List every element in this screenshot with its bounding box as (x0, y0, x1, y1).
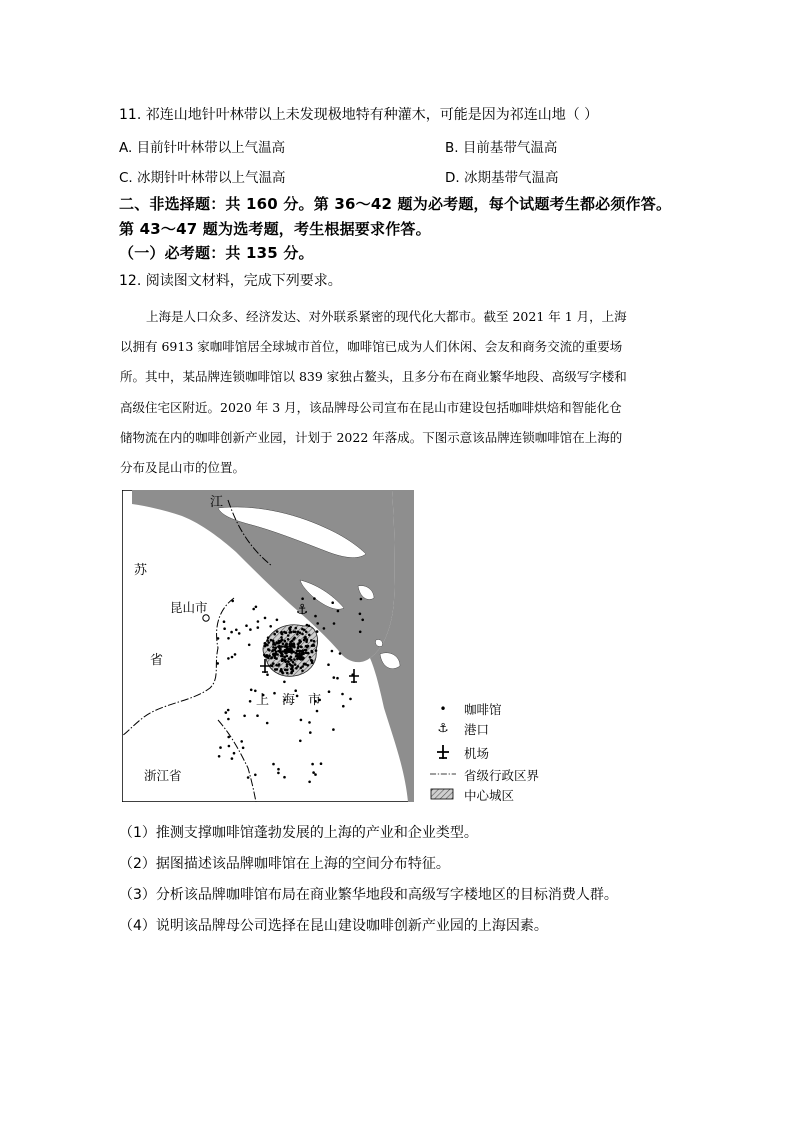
cafe-dot (308, 781, 311, 784)
cafe-dot (307, 664, 310, 667)
cafe-dot (284, 640, 287, 643)
cafe-dot (272, 662, 275, 665)
cafe-dot (289, 649, 292, 652)
q11-option-a: A. 目前针叶林带以上气温高 (119, 140, 286, 156)
cafe-dot (284, 645, 287, 648)
cafe-dot (290, 672, 293, 675)
cafe-dot (315, 649, 318, 652)
cafe-dot (266, 654, 269, 657)
cafe-dot (279, 670, 282, 673)
passage-line: 以拥有 6913 家咖啡馆居全球城市首位，咖啡馆已成为人们休闲、会友和商务交流的重要场 (120, 339, 623, 355)
cafe-dot (247, 776, 250, 779)
cafe-dot (263, 654, 266, 657)
dot-icon: • (439, 702, 447, 716)
cafe-dot (276, 619, 279, 622)
cafe-dot (231, 600, 234, 603)
cafe-dot (300, 719, 303, 722)
cafe-dot (231, 757, 234, 760)
cafe-dot (294, 689, 297, 692)
cafe-dot (288, 663, 291, 666)
cafe-dot (272, 646, 275, 649)
cafe-dot (272, 763, 275, 766)
cafe-dot (313, 644, 316, 647)
cafe-dot (295, 655, 298, 658)
cafe-dot (219, 746, 222, 749)
cafe-dot (223, 620, 226, 623)
cafe-dot (295, 627, 298, 630)
q12-sub-4: （4）说明该品牌母公司选择在昆山建设咖啡创新产业园的上海因素。 (119, 918, 548, 934)
cafe-dot (291, 645, 294, 648)
cafe-dot (248, 644, 251, 647)
cafe-dot (281, 672, 284, 675)
cafe-dot (254, 774, 257, 777)
cafe-dot (256, 714, 259, 717)
cafe-dot (303, 663, 306, 666)
port-icon: ⚓ (295, 602, 309, 618)
cafe-dot (216, 662, 219, 665)
cafe-dot (228, 745, 231, 748)
cafe-dot (283, 631, 286, 634)
cafe-dot (296, 633, 299, 636)
cafe-dot (266, 722, 269, 725)
map-label-su: 苏 (134, 563, 148, 578)
cafe-dot (331, 601, 334, 604)
q11-option-b: B. 目前基带气温高 (445, 140, 558, 156)
cafe-dot (280, 632, 283, 635)
cafe-dot (289, 641, 292, 644)
cafe-dot (250, 689, 253, 692)
cafe-dot (283, 656, 286, 659)
cafe-dot (272, 641, 275, 644)
boundary-line-icon (430, 766, 456, 782)
cafe-dot (333, 676, 336, 679)
cafe-dot (303, 637, 306, 640)
cafe-dot (286, 672, 289, 675)
cafe-dot (359, 631, 362, 634)
cafe-dot (240, 740, 243, 743)
cafe-dot (264, 642, 267, 645)
cafe-dot (287, 638, 290, 641)
cafe-dot (264, 645, 267, 648)
cafe-dot (267, 648, 270, 651)
cafe-dot (308, 634, 311, 637)
map-label-shanghai: 上 海 市 (256, 693, 322, 708)
cafe-dot (277, 768, 280, 771)
cafe-dot (255, 606, 258, 609)
cafe-dot (270, 657, 273, 660)
cafe-dot (217, 637, 220, 640)
cafe-dot (272, 649, 275, 652)
cafe-dot (231, 656, 234, 659)
cafe-dot (309, 731, 312, 734)
cafe-dot (252, 608, 255, 611)
q12-sub-3: （3）分析该品牌咖啡馆布局在商业繁华地段和高级写字楼地区的目标消费人群。 (119, 887, 618, 903)
cafe-dot (301, 670, 304, 673)
cafe-dot (314, 615, 317, 618)
cafe-dot (310, 659, 313, 662)
cafe-dot (271, 665, 274, 668)
kunshan-marker (203, 615, 209, 621)
cafe-dot (297, 645, 300, 648)
cafe-dot (323, 627, 326, 630)
cafe-dot (331, 650, 334, 653)
cafe-dot (288, 627, 291, 630)
cafe-dot (302, 657, 305, 660)
cafe-dot (286, 665, 289, 668)
cafe-dot (270, 639, 273, 642)
cafe-dot (301, 652, 304, 655)
cafe-dot (276, 630, 279, 633)
cafe-dot (320, 762, 323, 765)
cafe-dot (289, 645, 292, 648)
q12-passage (120, 302, 675, 483)
cafe-dot (277, 772, 280, 775)
cafe-dot (301, 628, 304, 631)
cafe-dot (359, 613, 362, 616)
cafe-dot (295, 652, 298, 655)
cafe-dot (300, 645, 303, 648)
cafe-dot (306, 624, 309, 627)
cafe-dot (292, 638, 295, 641)
cafe-dot (281, 655, 284, 658)
cafe-dot (361, 619, 364, 622)
cafe-dot (257, 626, 260, 629)
cafe-dot (293, 658, 296, 661)
cafe-dot (233, 752, 236, 755)
cafe-dot (285, 643, 288, 646)
cafe-dot (285, 652, 288, 655)
cafe-dot (266, 673, 269, 676)
cafe-dot (281, 645, 284, 648)
cafe-dot (301, 633, 304, 636)
cafe-dot (311, 763, 314, 766)
cafe-dot (273, 633, 276, 636)
cafe-dot (279, 651, 282, 654)
cafe-dot (332, 728, 335, 731)
passage-line: 高级住宅区附近。2020 年 3 月，该品牌母公司宣布在昆山市建设包括咖啡烘焙和智能化仓 (120, 399, 622, 415)
cafe-dot (316, 710, 319, 713)
cafe-dot (305, 631, 308, 634)
cafe-dot (306, 638, 309, 641)
cafe-dot (257, 620, 260, 623)
cafe-dot (283, 776, 286, 779)
cafe-dot (225, 711, 228, 714)
cafe-dot (268, 655, 271, 658)
cafe-dot (287, 634, 290, 637)
cafe-dot (242, 747, 245, 750)
cafe-dot (286, 669, 289, 672)
cafe-dot (290, 668, 293, 671)
cafe-dot (316, 630, 319, 633)
map-label-sheng: 省 (150, 653, 164, 668)
cafe-dot (227, 637, 230, 640)
cafe-dot (264, 617, 267, 620)
cafe-dot (227, 736, 230, 739)
cafe-dot (243, 715, 246, 718)
cafe-dot (274, 668, 277, 671)
cafe-dot (298, 652, 301, 655)
cafe-dot (269, 625, 272, 628)
cafe-dot (300, 667, 303, 670)
cafe-dot (294, 663, 297, 666)
cafe-dot (230, 631, 233, 634)
cafe-dot (291, 665, 294, 668)
passage-line: 储物流在内的咖啡创新产业园，计划于 2022 年落成。下图示意该品牌连锁咖啡馆在上海的 (120, 429, 623, 445)
cafe-dot (313, 640, 316, 643)
cafe-dot (234, 653, 237, 656)
q12-sub-1: （1）推测支撑咖啡馆蓬勃发展的上海的产业和企业类型。 (119, 825, 478, 841)
cafe-dot (313, 597, 316, 600)
cafe-dot (267, 636, 270, 639)
cafe-dot (293, 631, 296, 634)
cafe-dot (284, 649, 287, 652)
cafe-dot (249, 628, 252, 631)
cafe-dot (227, 709, 230, 712)
cafe-dot (339, 652, 342, 655)
cafe-dot (288, 631, 291, 634)
cafe-dot (235, 629, 238, 632)
cafe-dot (227, 657, 230, 660)
cafe-dot (328, 690, 331, 693)
section2-heading-line2: 第 43～47 题为选考题，考生根据要求作答。 (119, 220, 431, 238)
cafe-dot (349, 698, 352, 701)
cafe-dot (306, 652, 309, 655)
cafe-dot (311, 651, 314, 654)
cafe-dot (301, 597, 304, 600)
cafe-dot (290, 656, 293, 659)
cafe-dot (280, 636, 283, 639)
section2-subheading: （一）必考题：共 135 分。 (119, 244, 314, 262)
cafe-dot (298, 639, 301, 642)
cafe-dot (286, 655, 289, 658)
cafe-dot (280, 639, 283, 642)
q12-stem: 12. 阅读图文材料，完成下列要求。 (119, 273, 342, 289)
cafe-dot (293, 642, 296, 645)
cafe-dot (311, 661, 314, 664)
cafe-dot (336, 677, 339, 680)
cafe-dot (312, 771, 315, 774)
cafe-dot (297, 657, 300, 660)
passage-line: 上海是人口众多、经济发达、对外联系紧密的现代化大都市。截至 2021 年 1 月，上海 (146, 309, 627, 324)
map-label-zhejiang: 浙江省 (144, 768, 182, 783)
cafe-dot (341, 693, 344, 696)
cafe-dot (287, 660, 290, 663)
airplane-icon (430, 744, 456, 760)
cafe-dot (227, 718, 230, 721)
cafe-dot (304, 649, 307, 652)
cafe-dot (238, 632, 241, 635)
cafe-dot (308, 721, 311, 724)
cafe-dot (298, 641, 301, 644)
cafe-dot (272, 654, 275, 657)
shanghai-cafe-map (122, 490, 414, 802)
cafe-dot (277, 664, 280, 667)
q12-sub-2: （2）据图描述该品牌咖啡馆在上海的空间分布特征。 (119, 856, 450, 872)
cafe-dot (309, 656, 312, 659)
cafe-dot (314, 773, 317, 776)
cafe-dot (297, 650, 300, 653)
cafe-dot (284, 659, 287, 662)
cafe-dot (279, 648, 282, 651)
cafe-dot (333, 622, 336, 625)
q11-stem: 11. 祁连山地针叶林带以上未发现极地特有种灌木，可能是因为祁连山地（ ） (119, 107, 599, 123)
q11-option-d: D. 冰期基带气温高 (445, 170, 559, 186)
cafe-dot (282, 642, 285, 645)
map-label-jiang: 江 (210, 495, 224, 510)
cafe-dot (254, 690, 257, 693)
cafe-dot (307, 645, 310, 648)
cafe-dot (283, 681, 286, 684)
cafe-dot (295, 667, 298, 670)
cafe-dot (245, 624, 248, 627)
cafe-dot (275, 657, 278, 660)
section2-heading-line1: 二、非选择题：共 160 分。第 36～42 题为必考题，每个试题考生都必须作答。 (119, 195, 672, 213)
cafe-dot (278, 645, 281, 648)
anchor-icon: ⚓ (437, 720, 449, 735)
cafe-dot (327, 663, 330, 666)
q11-option-c: C. 冰期针叶林带以上气温高 (119, 170, 286, 186)
map-label-kunshan: 昆山市 (170, 600, 208, 615)
cafe-dot (337, 610, 340, 613)
cafe-dot (297, 631, 300, 634)
cafe-dot (316, 622, 319, 625)
cafe-dot (249, 700, 252, 703)
passage-line: 分布及昆山市的位置。 (120, 460, 246, 476)
passage-line: 所。其中，某品牌连锁咖啡馆以 839 家独占鳌头，且多分布在商业繁华地段、高级写字楼和 (120, 369, 627, 385)
cafe-dot (299, 740, 302, 743)
cafe-dot (267, 641, 270, 644)
cafe-dot (360, 598, 363, 601)
cafe-dot (342, 705, 345, 708)
cafe-dot (218, 755, 221, 758)
hatch-icon (430, 786, 456, 802)
cafe-dot (223, 627, 226, 630)
cafe-dot (310, 639, 313, 642)
cafe-dot (276, 653, 279, 656)
